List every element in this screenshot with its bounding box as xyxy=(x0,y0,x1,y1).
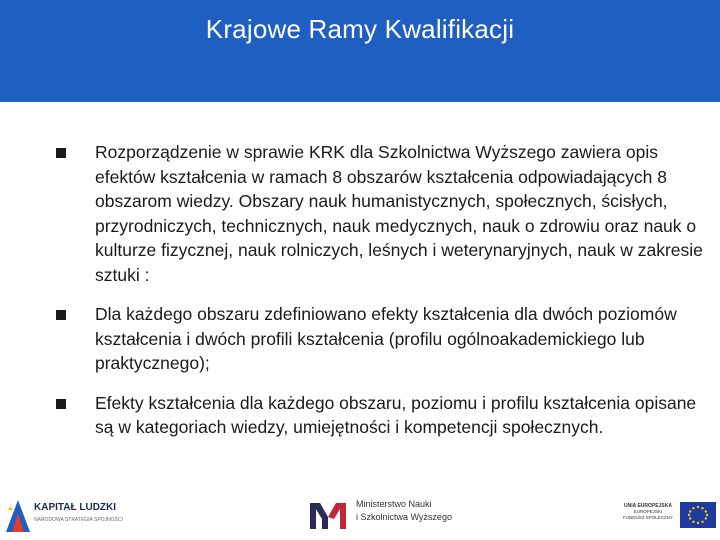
bullet-text: Efekty kształcenia dla każdego obszaru, poziomu i profilu kształcenia opisane są w kategoriach wiedzy, umiejętności i kompetencji społecznych. xyxy=(95,392,697,437)
slide-title: Krajowe Ramy Kwalifikacji xyxy=(205,14,515,44)
bullet-text: Dla każdego obszaru zdefiniowano efekty kształcenia dla dwóch poziomów kształcenia i dwóch profili kształcenia (profilu ogólnoakademickiego lub praktycznego); xyxy=(95,304,677,373)
ministry-emblem-icon xyxy=(308,499,348,531)
kapital-ludzki-logo xyxy=(4,496,124,534)
eu-fund-text xyxy=(618,503,678,521)
square-bullet-icon xyxy=(56,399,66,409)
kapital-ludzki-title: KAPITAŁ LUDZKI xyxy=(34,502,117,513)
bullet-text: Rozporządzenie w sprawie KRK dla Szkolnictwa Wyższego zawiera opis efektów kształcenia w ramach 8 obszarów kształcenia odpowiadających 8 obszarom wiedzy. Obszary nauk humanistycznych, społecznych, ścisłych, przyrodniczych, technicznych, nauk medycznych, nauk o zdrowiu oraz nauk o kulturze fizycznej, nauk rolniczych, leśnych i weterynaryjnych, nauk w zakresie sztuki : xyxy=(95,142,703,285)
bullet-item xyxy=(56,302,706,376)
slide-content xyxy=(56,140,706,455)
eu-fund-line2: FUNDUSZ SPOŁECZNY xyxy=(622,515,673,520)
kapital-ludzki-emblem-icon xyxy=(4,496,32,534)
kapital-ludzki-subtitle: NARODOWA STRATEGIA SPÓJNOŚCI xyxy=(34,517,123,523)
eu-name: UNIA EUROPEJSKA xyxy=(624,503,672,509)
ministry-name-line2: i Szkolnictwa Wyższego xyxy=(356,512,452,522)
ministry-logo xyxy=(308,496,458,534)
slide-header xyxy=(0,0,720,102)
bullet-item xyxy=(56,140,706,287)
ministry-name xyxy=(356,498,452,524)
eu-fund-line1: EUROPEJSKI xyxy=(633,509,663,514)
square-bullet-icon xyxy=(56,310,66,320)
footer-logos xyxy=(0,490,720,540)
bullet-item xyxy=(56,391,706,440)
square-bullet-icon xyxy=(56,148,66,158)
ministry-name-line1: Ministerstwo Nauki xyxy=(356,499,432,509)
eu-flag-icon xyxy=(680,502,716,528)
eu-logo xyxy=(618,502,716,532)
